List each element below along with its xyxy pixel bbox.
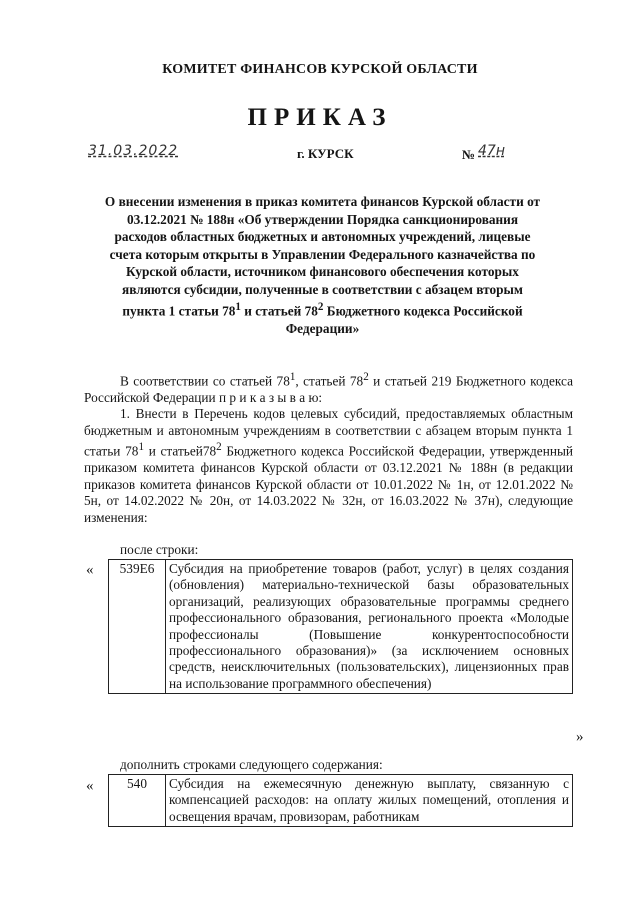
subject-sup1: 1 <box>235 300 241 313</box>
subject-text: О внесении изменения в приказ комитета финансов Курской области от 03.12.2021 № 188н «Об утверждении Порядка санкционирования расходов областных бюджетных и автономных учреждений, лицевые счета которым открыты в Управлении Федерального казначейства по Курской области, источником финансового обеспечения которых являются субсидии, полученные в соответствии с абзацем вторым пункта 1 статьи 78 <box>104 194 541 318</box>
subject-text2: и статьей 78 <box>240 302 318 318</box>
subject-text3: Бюджетного кодекса Российской Федерации» <box>285 302 523 336</box>
city: г. КУРСК <box>297 146 354 161</box>
order-body <box>84 369 573 526</box>
p2-sup2: 2 <box>216 441 222 454</box>
p2-a: 1. Внести в Перечень кодов целевых субсидий, предоставляемых областным бюджетным и автономным учреждениям в соответствии с абзацем вторым пункта 1 статьи 78 <box>84 406 573 459</box>
after-row-label: после строки: <box>120 542 199 557</box>
handwritten-date: 31.03.2022 <box>88 143 179 159</box>
row-code: 540 <box>109 775 166 827</box>
handwritten-order-number: 47н <box>478 143 505 159</box>
committee-name: КОМИТЕТ ФИНАНСОВ КУРСКОЙ ОБЛАСТИ <box>162 62 478 77</box>
p1-a: В соответствии со статьей 78 <box>120 373 290 389</box>
table-row <box>109 560 573 694</box>
paragraph-preamble <box>84 369 573 406</box>
row-description: Субсидия на ежемесячную денежную выплату, связанную с компенсацией расходов: на оплату жилых помещений, отопления и освещения врачам, провизорам, работникам <box>166 775 573 827</box>
p1-sup2: 2 <box>363 371 369 383</box>
open-quote-1: « <box>86 562 94 578</box>
existing-row-table <box>108 559 573 694</box>
document-title: ПРИКАЗ <box>247 104 393 131</box>
subject-sup2: 2 <box>317 300 324 313</box>
p2-sup1: 1 <box>138 441 144 454</box>
order-number-label: № <box>462 147 476 162</box>
row-code: 539Е6 <box>109 560 166 694</box>
p1-c: и статьей 219 Бюджетного кодекса Российской Федерации п р и к а з ы в а ю: <box>84 373 573 405</box>
open-quote-2: « <box>86 778 94 794</box>
new-rows-table <box>108 774 573 827</box>
p1-b: , статьей 78 <box>295 373 364 389</box>
paragraph-item-1 <box>84 406 573 526</box>
table-row <box>109 775 573 827</box>
p2-b: и статьей78 <box>143 443 217 459</box>
close-quote-1: » <box>576 729 584 745</box>
p1-sup1: 1 <box>289 371 296 383</box>
page-bottom-margin <box>0 840 640 905</box>
row-description: Субсидия на приобретение товаров (работ, услуг) в целях создания (обновления) материально-технической базы образовательных организаций, реализующих образовательные программы среднего профессионального образования, регионального проекта «Молодые профессионалы (Повышение конкурентоспособности профессионального образования)» (за исключением основных средств, неисключительных (пользовательских), лицензионных прав на использование программного обеспечения) <box>166 560 573 694</box>
order-subject <box>100 193 545 337</box>
add-rows-label: дополнить строками следующего содержания: <box>120 757 383 772</box>
p2-c: Бюджетного кодекса Российской Федерации, утвержденный приказом комитета финансов Курской области от 03.12.2021 № 188н (в редакции приказов комитета финансов Курской области от 10.01.2022 № 1н, от 12.01.2022 № 5н, от 14.02.2022 № 20н, от 14.03.2022 № 32н, от 16.03.2022 № 37н), следующие изменения: <box>84 443 573 525</box>
